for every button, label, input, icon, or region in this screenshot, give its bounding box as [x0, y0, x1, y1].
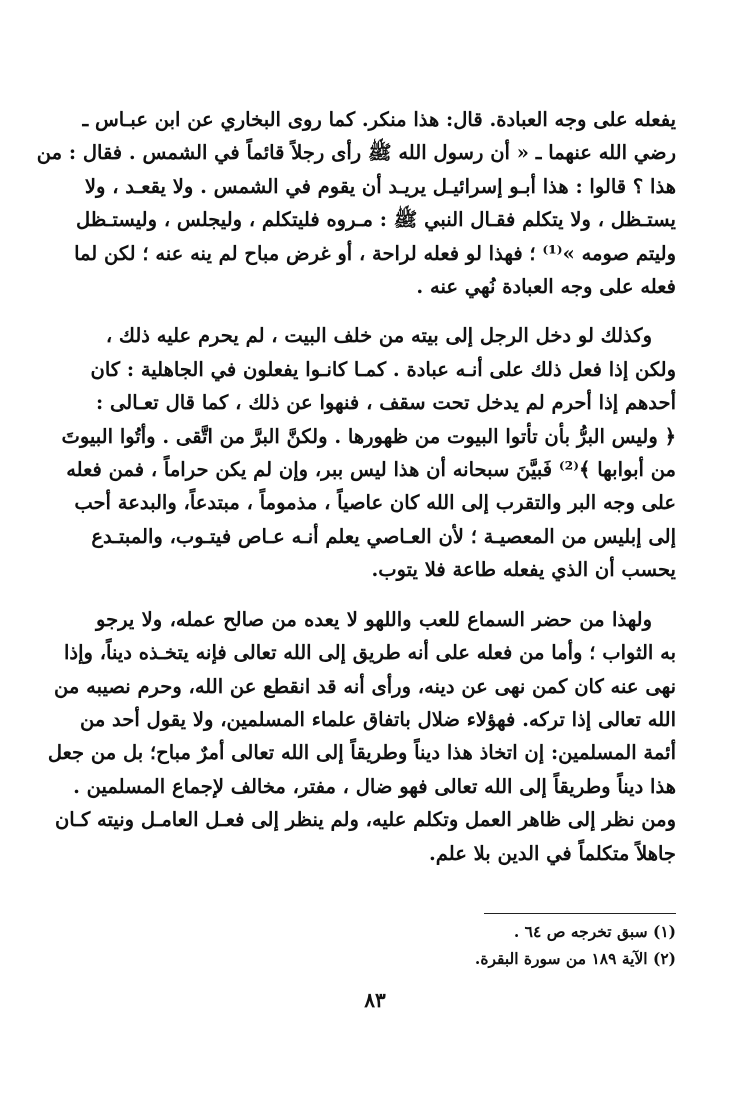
text-line: رضي الله عنهما ـ « أن رسول الله ﷺ رأى رجلاً قائماً في الشمس . فقال : من: [36, 141, 676, 165]
text-line: يفعله على وجه العبادة. قال: هذا منكر. كما روى البخاري عن ابن عبـاس ـ: [82, 108, 676, 131]
text-line: يستـظل ، ولا يتكلم فقـال النبي ﷺ : مـروه فليتكلم ، وليجلس ، وليستـظل: [76, 208, 676, 232]
text-line: هذا ديناً وطريقاً إلى الله تعالى فهو ضال ، مفتر، مخالف لإجماع المسلمين .: [73, 774, 676, 798]
text-line: إلى إبليس من المعصيـة ؛ لأن العـاصي يعلم أنـه عـاص فيتـوب، والمبتـدع: [91, 524, 676, 548]
text-line: به الثواب ؛ وأما من فعله على أنه طريق إلى الله تعالى فإنه يتخـذه ديناً، وإذا: [64, 641, 676, 665]
text-line: الله تعالى إذا تركه. فهؤلاء ضلال باتفاق علماء المسلمين، ولا يقول أحد من: [79, 707, 676, 731]
text-line: ولكن إذا فعل ذلك على أنـه عبادة . كمـا كانـوا يفعلون في الجاهلية : كان: [90, 357, 676, 381]
text-line: يحسب أن الذي يفعله طاعة فلا يتوب.: [371, 558, 676, 582]
text-line: نهى عنه كان كمن نهى عن دينه، ورأى أنه قد انقطع عن الله، وحرم نصيبه من: [54, 674, 676, 698]
text-line: أحدهم إذا أحرم لم يدخل تحت سقف ، فنهوا عن ذلك ، كما قال تعـالى :: [96, 391, 676, 415]
page-number: ٨٣: [364, 988, 386, 1012]
footnote-2: (٢) الآية ١٨٩ من سورة البقرة.: [474, 949, 676, 968]
footnote-1: (١) سبق تخرجه ص ٦٤ .: [513, 922, 676, 941]
body-text: [36, 103, 676, 870]
paragraph-1: [36, 103, 676, 303]
text-line: هذا ؟ قالوا : هذا أبـو إسرائيـل يريـد أن يقوم في الشمس . ولا يقعـد ، ولا: [84, 174, 676, 198]
text-line: ولهذا من حضر السماع للعب واللهو لا يعده من صالح عمله، ولا يرجو: [96, 607, 652, 631]
text-line: جاهلاً متكلماً في الدين بلا علم.: [429, 841, 676, 865]
footnotes: [360, 918, 676, 972]
text-line: على وجه البر والتقرب إلى الله كان عاصياً ، مذموماً ، مبتدعاً، والبدعة أحب: [74, 491, 676, 515]
text-line: وكذلك لو دخل الرجل إلى بيته من خلف البيت ، لم يحرم عليه ذلك ،: [105, 324, 652, 348]
text-line: أئمة المسلمين: إن اتخاذ هذا ديناً وطريقاً إلى الله تعالى أمرٌ مباح؛ بل من جعل: [47, 741, 676, 765]
text-line: من أبوابها ﴾⁽²⁾ فَبيَّنَ سبحانه أن هذا ليس ببر، وإن لم يكن حراماً ، فمن فعله: [66, 458, 676, 482]
text-line: ﴿ وليس البرُّ بأن تأتوا البيوت من ظهورها . ولكنَّ البرَّ من اتَّقى . وأتُوا البيوتَ: [61, 424, 676, 448]
paragraph-3: [47, 603, 676, 870]
text-line: ومن نظر إلى ظاهر العمل وتكلم عليه، ولم ينظر إلى فعـل العامـل ونيته كـان: [54, 808, 676, 832]
text-line: وليتم صومه »⁽¹⁾ ؛ فهذا لو فعله لراحة ، أو غرض مباح لم ينه عنه ؛ لكن لما: [74, 241, 676, 265]
text-line: فعله على وجه العبادة نُهي عنه .: [416, 275, 676, 299]
paragraph-2: [61, 319, 676, 586]
footnote-divider: [484, 913, 676, 914]
